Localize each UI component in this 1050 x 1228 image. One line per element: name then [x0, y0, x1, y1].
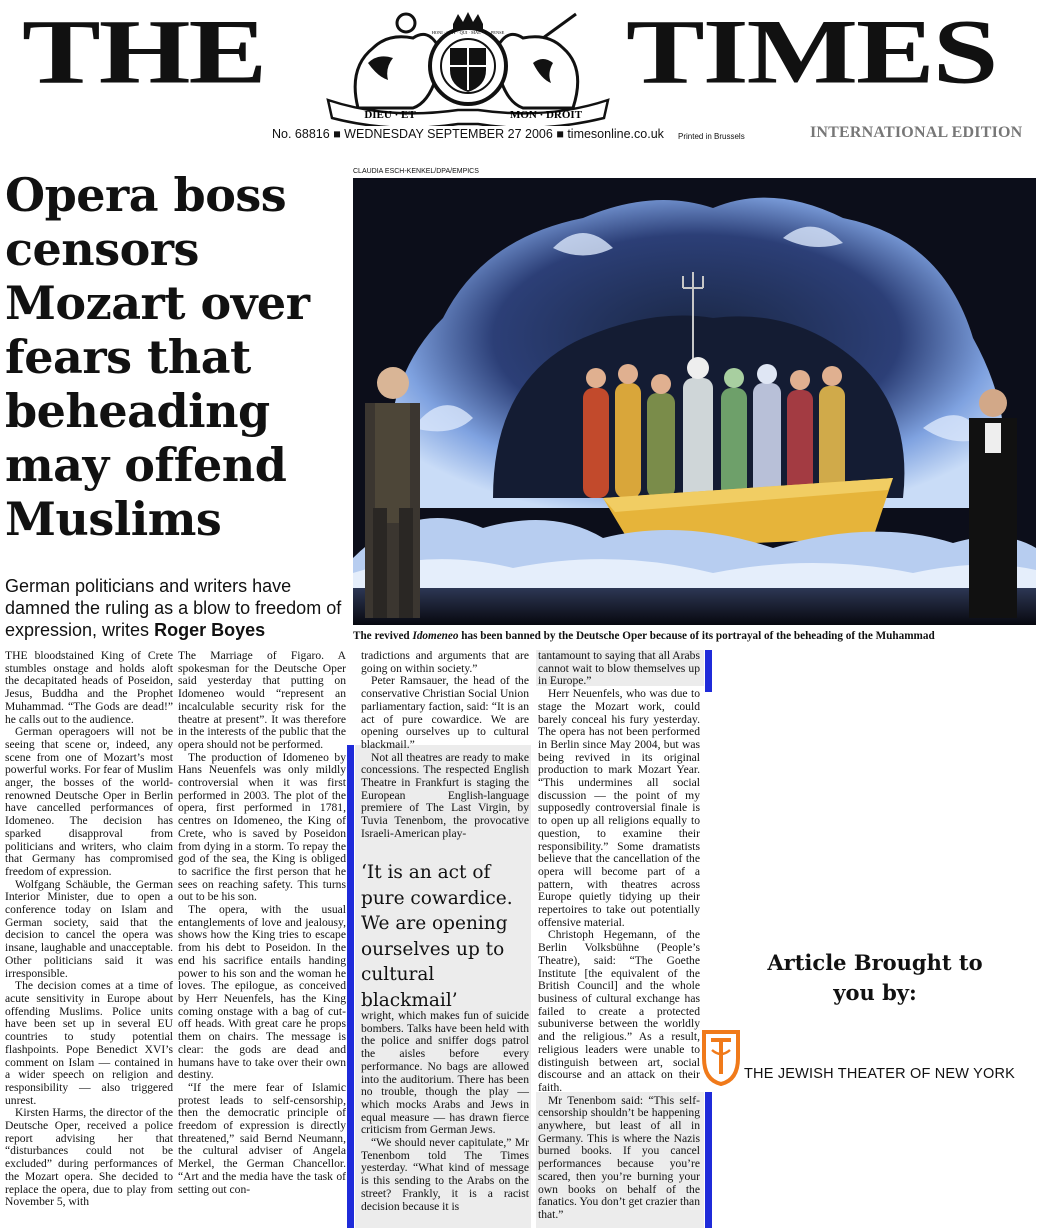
paragraph: tantamount to saying that all Arabs cannot wait to blow themselves up in Europe.” [538, 649, 700, 688]
paragraph: wright, which makes fun of suicide bombers. Talks have been held with the police and sniffer dogs patrol the aisles before every performance. No bags are allowed into the auditorium. There has been no trouble, though the play — which mocks Arabs and Jews in equal measure — has drawn fierce criticism from German Jews. [361, 1009, 529, 1137]
article-column-4 [538, 650, 700, 1222]
edition-label: INTERNATIONAL EDITION [810, 124, 1023, 141]
paragraph: German operagoers will not be seeing that scene or, indeed, any scene from one of Mozart’s most powerful works. For fear of Muslim anger, the bosses of the world-renowned Deutsche Oper in Berlin have cancelled performances of Idomeneo. The decision has sparked disapproval from politicians and writers, who claim that Germany has compromised freedom of expression. [5, 725, 173, 878]
article-column-3-top [361, 650, 529, 841]
article-column-2 [178, 650, 346, 1196]
paragraph: Peter Ramsauer, the head of the conservative Christian Social Union parliamentary faction, said: “It is an act of pure cowardice. We are opening ourselves up to cultural blackmail.” [361, 674, 529, 751]
paragraph: Kirsten Harms, the director of the Deutsche Oper, received a police report advising her that “disturbances could not be excluded” during performances of the Mozart opera. She decided to replace the opera, due to play from November 5, with [5, 1106, 173, 1209]
caption-pre: The revived [353, 630, 410, 642]
paragraph: Christoph Hegemann, of the Berlin Volksbühne (People’s Theatre), said: “The Goethe Institute [the equivalent of the British Council] and the whole business of cultural exchange has failed to create a protected subuniverse between the worldly and the religious.” As a result, religious leaders were unable to distinguish between art, social discourse and an attack on their faith. [538, 928, 700, 1094]
caption-post: has been banned by the Deutsche Oper because of its portrayal of the beheading of the Muhammad [461, 630, 935, 642]
crest-motto-left: DIEU · ET [364, 109, 416, 121]
paragraph: Mr Tenenbom said: “This self-censorship shouldn’t be happening anywhere, but least of all in Germany. This is where the Nazis burned books. If you cancel performances because you’re scared, then you’re burning your own books on behalf of the fanatics. You don’t get crazier than that.” [538, 1093, 700, 1221]
promo-heading: Article Brought to you by: [767, 950, 983, 1005]
byline: Roger Boyes [154, 620, 266, 640]
headline: Opera boss censors Mozart over fears that beheading may offend Muslims [5, 168, 310, 546]
standfirst-text: German politicians and writers have damned the ruling as a blow to freedom of expression, writes [5, 576, 342, 640]
printed-in: Printed in Brussels [678, 132, 745, 141]
royal-crest-icon [318, 8, 618, 126]
opera-stage-photo [353, 178, 1036, 625]
accent-bar-col3 [347, 745, 354, 1228]
caption-title: Idomeneo [412, 630, 459, 642]
masthead-the: THE [22, 0, 266, 103]
theater-logo-icon [700, 1028, 742, 1086]
photo-caption [353, 630, 1043, 642]
issue-line: No. 68816 ■ WEDNESDAY SEPTEMBER 27 2006 ■ timesonline.co.uk [272, 127, 664, 141]
paragraph: tradictions and arguments that are going on within society.” [361, 649, 529, 675]
paragraph: Herr Neuenfels, who was due to stage the Mozart work, could barely conceal his fury yesterday. The opera has not been performed in Berlin since May 2004, but was being revived in its original production to mark Mozart Year. “This undermines all social discussion — the point of my supposedly controversial finale is to open up all religions equally to question, to examine their responsibility.” Some dramatists believe that the cancellation of the opera will become part of a pattern, with theatres across Europe quietly tidying up their repertoires to take out potentially offensive material. [538, 687, 700, 929]
masthead-times: TIMES [626, 0, 997, 103]
paragraph: The production of Idomeneo by Hans Neuenfels was only mildly controversial when it was first performed in 2003. The plot of the opera, first performed in 1781, centres on Idomeneo, the King of Crete, who is saved by Poseidon from dying in a storm. To repay the god of the sea, the King is obliged to sacrifice the first person that he sees on reaching safety. This turns out to be his son. [178, 750, 346, 904]
paragraph: THE bloodstained King of Crete stumbles onstage and holds aloft the decapitated heads of Poseidon, Jesus, Buddha and the Prophet Muhammad. “The Gods are dead!” he calls out to the audience. [5, 649, 173, 726]
crest-garter-text: HONI · SOIT · QUI · MAL · Y · PENSE [431, 30, 505, 35]
paragraph: “If the mere fear of Islamic protest leads to self-censorship, then the democratic principle of freedom of expression is directly threatened,” said Bernd Neumann, the cultural adviser of Angela Merkel, the German Chancellor. “Art and the media have the task of setting out con- [178, 1080, 346, 1196]
paragraph: “We should never capitulate,” Mr Tenenbom told The Times yesterday. “What kind of message is this sending to the Arabs on the street? Frankly, it is a racist decision because it is [361, 1136, 529, 1213]
standfirst [5, 575, 345, 641]
pull-quote: ‘It is an act of pure cowardice. We are opening ourselves up to cultural blackmail’ [361, 862, 513, 1011]
paragraph: The Marriage of Figaro. A spokesman for the Deutsche Oper said yesterday that putting on Idomeneo would “represent an incalculable security risk for the theatre at present”. It was therefore in the interests of the public that the opera should not be performed. [178, 649, 346, 751]
article-column-1 [5, 650, 173, 1209]
photo-credit: CLAUDIA ESCH-KENKEL/DPA/EMPICS [353, 168, 479, 175]
article-column-3-bottom [361, 1010, 529, 1213]
crest-motto-right: MON · DROIT [509, 109, 583, 121]
paragraph: Wolfgang Schäuble, the German Interior Minister, due to open a conference today on Islam and German society, said that the decision to cancel the opera was insane, laughable and unacceptable. Other politicians said it was irresponsible. [5, 877, 173, 980]
accent-bar-col4-top [705, 650, 712, 692]
theater-logo-text: THE JEWISH THEATER OF NEW YORK [744, 1066, 1016, 1082]
accent-bar-col4-bottom [705, 1092, 712, 1228]
paragraph: Not all theatres are ready to make concessions. The respected English Theatre in Frankfurt is staging the European English-language premiere of The Last Virgin, by Tuvia Tenenbom, the provocative Israeli-American play- [361, 750, 529, 840]
paragraph: The opera, with the usual entanglements of love and jealousy, shows how the King tries to escape from his debt to Poseidon. In the end his sacrifice entails handing power to his son and the woman he loves. The epilogue, as conceived by Herr Neuenfels, has the King coming onstage with a bag of cut-off heads. With great care he props them on chairs. The message is clear: the gods are dead and humans have to take over their own destiny. [178, 903, 346, 1082]
paragraph: The decision comes at a time of acute sensitivity in Europe about offending Muslims. Police units have been set up in several EU countries to study potential flashpoints. Pope Benedict XVI’s comment on Islam — contained in a wider speech on religion and responsibility — also triggered unrest. [5, 979, 173, 1107]
